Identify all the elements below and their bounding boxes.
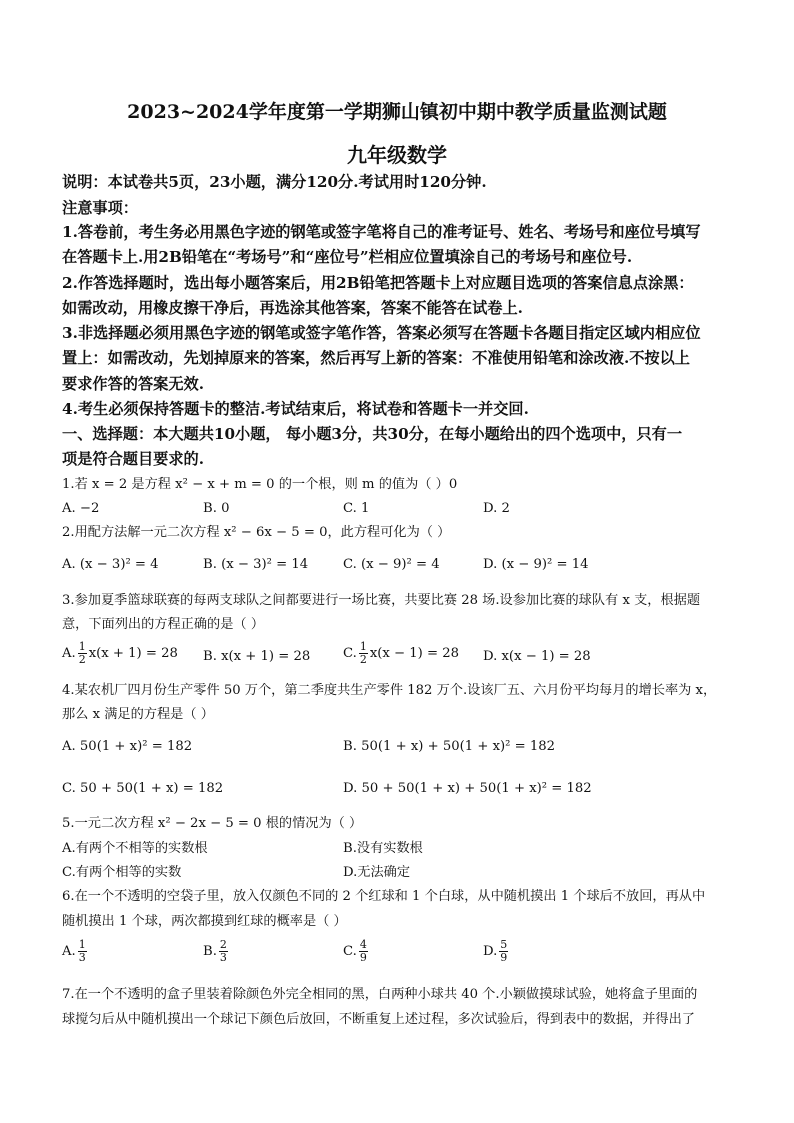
- question-5-stem: 5.一元二次方程 x² − 2x − 5 = 0 根的情况为（ ）: [62, 816, 363, 831]
- question-4-stem-line-2: 那么 x 满足的方程是（ ）: [62, 707, 214, 722]
- question-6-option-d: [483, 939, 510, 964]
- fraction-numerator: 1: [359, 640, 367, 653]
- question-6-stem-line-1: 6.在一个不透明的空袋子里，放入仅颜色不同的 2 个红球和 1 个白球，从中随机摸出 1 个球后不放回，再从中: [62, 889, 706, 904]
- question-1-option-a: A. −2: [62, 501, 100, 516]
- fraction-numerator: 2: [219, 938, 227, 951]
- question-1-option-c: C. 1: [343, 501, 370, 516]
- question-6-option-b: [203, 939, 230, 964]
- question-2-option-d: D. (x − 9)² = 14: [483, 557, 589, 572]
- question-3-stem-line-2: 意，下面列出的方程正确的是（ ）: [62, 617, 265, 632]
- question-3-stem-line-1: 3.参加夏季篮球联赛的每两支球队之间都要进行一场比赛，共要比赛 28 场.设参加比赛的球队有 x 支，根据题: [62, 593, 701, 608]
- note-3-line-2: 置上：如需改动，先划掉原来的答案，然后再写上新的答案：不准使用铅笔和涂改液.不按以上: [62, 349, 690, 367]
- question-1-option-b: B. 0: [203, 501, 230, 516]
- note-4: 4.考生必须保持答题卡的整洁.考试结束后，将试卷和答题卡一并交回.: [62, 400, 529, 418]
- fraction-numerator: 5: [500, 938, 508, 951]
- question-6-option-c: [343, 939, 370, 964]
- note-1-line-2: 在答题卡上.用2B铅笔在“考场号”和“座位号”栏相应位置填涂自己的考场号和座位号.: [62, 248, 633, 266]
- fraction: [219, 939, 228, 964]
- question-4-stem-line-1: 4.某农机厂四月份生产零件 50 万个，第二季度共生产零件 182 万个.设该厂五、六月份平均每月的增长率为 x，: [62, 683, 717, 698]
- fraction: [359, 939, 368, 964]
- exam-title: 2023~2024学年度第一学期狮山镇初中期中教学质量监测试题: [127, 101, 667, 123]
- instructions-intro: 说明：本试卷共5页，23小题，满分120分.考试用时120分钟.: [62, 173, 487, 191]
- option-letter: B.: [203, 944, 217, 959]
- fraction: [499, 939, 508, 964]
- section-1-heading-line-1: 一、选择题：本大题共10小题， 每小题3分，共30分，在每小题给出的四个选项中，只有一: [62, 425, 683, 443]
- fraction-denominator: 2: [78, 653, 86, 666]
- option-letter: C.: [343, 646, 357, 661]
- fraction-numerator: 1: [78, 938, 86, 951]
- fraction: [78, 939, 87, 964]
- question-4-option-a: A. 50(1 + x)² = 182: [62, 739, 193, 754]
- question-3-option-a: [62, 641, 178, 666]
- fraction-numerator: 1: [78, 640, 86, 653]
- question-6-stem-line-2: 随机摸出 1 个球，两次都摸到红球的概率是（ ）: [62, 914, 347, 929]
- question-3-option-b: B. x(x + 1) = 28: [203, 649, 311, 664]
- option-letter: D.: [483, 944, 498, 959]
- note-2-line-2: 如需改动，用橡皮擦干净后，再选涂其他答案，答案不能答在试卷上.: [62, 299, 523, 317]
- question-4-option-d: D. 50 + 50(1 + x) + 50(1 + x)² = 182: [343, 781, 592, 796]
- fraction-denominator: 2: [359, 653, 367, 666]
- question-7-stem-line-2: 球搅匀后从中随机摸出一个球记下颜色后放回，不断重复上述过程，多次试验后，得到表中的数据，并得出了: [62, 1012, 695, 1027]
- question-5-option-d: D.无法确定: [343, 865, 411, 880]
- question-3-option-c: [343, 641, 459, 666]
- fraction-numerator: 4: [359, 938, 367, 951]
- question-2-option-c: C. (x − 9)² = 4: [343, 557, 440, 572]
- question-2-option-a: A. (x − 3)² = 4: [62, 557, 159, 572]
- question-1-stem: 1.若 x = 2 是方程 x² − x + m = 0 的一个根，则 m 的值为（ ）0: [62, 477, 458, 492]
- note-3-line-3: 要求作答的答案无效.: [62, 375, 204, 393]
- question-5-option-b: B.没有实数根: [343, 841, 423, 856]
- note-3-line-1: 3.非选择题必须用黑色字迹的钢笔或签字笔作答，答案必须写在答题卡各题目指定区域内相应位: [62, 324, 701, 342]
- option-letter: C.: [343, 944, 357, 959]
- fraction-denominator: 9: [500, 951, 508, 964]
- question-3-option-d: D. x(x − 1) = 28: [483, 649, 591, 664]
- option-letter: A.: [62, 944, 76, 959]
- question-4-option-b: B. 50(1 + x) + 50(1 + x)² = 182: [343, 739, 556, 754]
- exam-subtitle: 九年级数学: [347, 143, 447, 167]
- question-5-option-a: A.有两个不相等的实数根: [62, 841, 208, 856]
- fraction: [359, 641, 368, 666]
- option-letter: A.: [62, 646, 76, 661]
- question-4-option-c: C. 50 + 50(1 + x) = 182: [62, 781, 224, 796]
- question-1-option-d: D. 2: [483, 501, 510, 516]
- fraction: [78, 641, 87, 666]
- question-2-option-b: B. (x − 3)² = 14: [203, 557, 309, 572]
- question-2-stem: 2.用配方法解一元二次方程 x² − 6x − 5 = 0，此方程可化为（ ）: [62, 525, 451, 540]
- question-5-option-c: C.有两个相等的实数: [62, 865, 182, 880]
- section-1-heading-line-2: 项是符合题目要求的.: [62, 450, 204, 468]
- fraction-denominator: 3: [219, 951, 227, 964]
- option-expression: x(x + 1) = 28: [88, 646, 178, 661]
- fraction-denominator: 9: [359, 951, 367, 964]
- question-6-option-a: [62, 939, 89, 964]
- fraction-denominator: 3: [78, 951, 86, 964]
- notes-heading: 注意事项：: [62, 199, 138, 217]
- option-expression: x(x − 1) = 28: [369, 646, 460, 661]
- note-2-line-1: 2.作答选择题时，选出每小题答案后，用2B铅笔把答题卡上对应题目选项的答案信息点涂黑：: [62, 274, 694, 292]
- question-7-stem-line-1: 7.在一个不透明的盒子里装着除颜色外完全相同的黑，白两种小球共 40 个.小颖做摸球试验，她将盒子里面的: [62, 987, 698, 1002]
- note-1-line-1: 1.答卷前，考生务必用黑色字迹的钢笔或签字笔将自己的准考证号、姓名、考场号和座位号填写: [62, 223, 701, 241]
